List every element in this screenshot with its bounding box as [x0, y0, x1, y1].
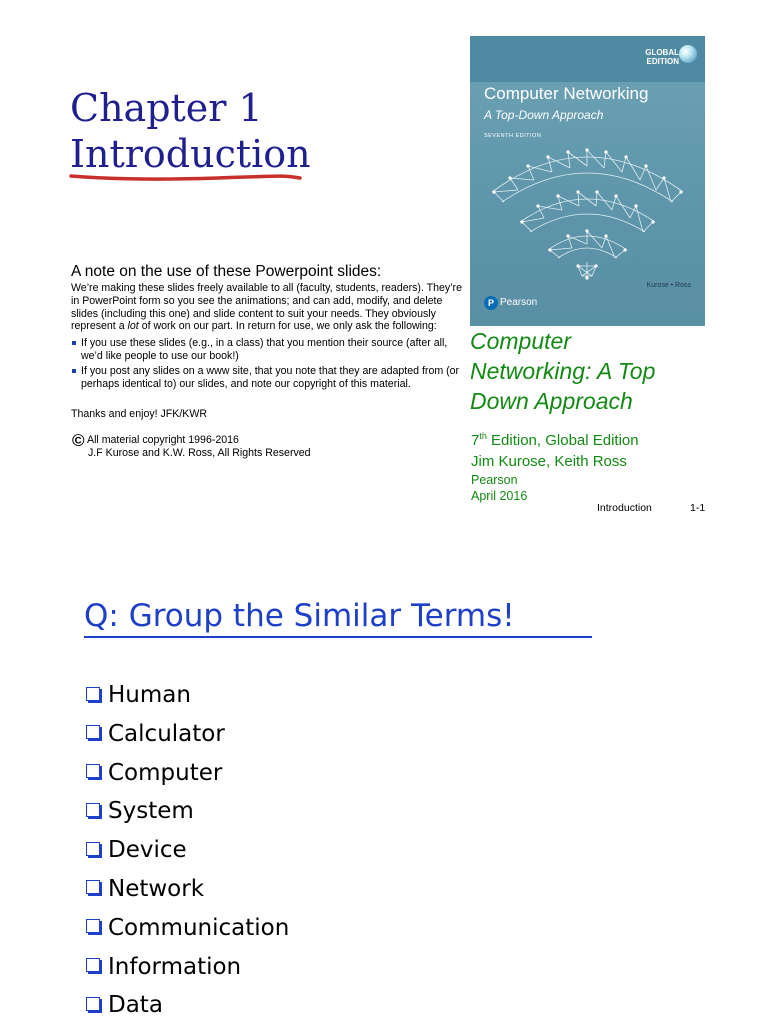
square-bullet-icon — [72, 341, 76, 345]
term-text: Information — [108, 953, 242, 980]
square-bullet-icon — [86, 842, 100, 856]
cover-edition-badge — [645, 48, 679, 66]
term-item — [86, 870, 289, 909]
slide-question-title: Q: Group the Similar Terms! — [84, 598, 515, 634]
note-body — [71, 282, 466, 333]
copyright-notice — [71, 431, 466, 460]
square-bullet-icon — [72, 369, 76, 373]
title-line-2: Introduction — [70, 132, 311, 176]
title-line-1: Chapter 1 — [70, 86, 263, 130]
book-title-line: Down Approach — [470, 388, 633, 414]
thanks-text: Thanks and enjoy! JFK/KWR — [71, 408, 208, 421]
title-underline-stroke — [68, 168, 304, 184]
slide-group-terms — [0, 548, 768, 1024]
footer-section-label: Introduction — [597, 502, 652, 514]
note-body-part2: of work on our part. In return for use, we only ask the following: — [138, 320, 437, 333]
note-bullet-list — [71, 337, 466, 390]
term-text: Computer — [108, 759, 223, 786]
footer-page-number: 1-1 — [690, 502, 706, 514]
square-bullet-icon — [86, 880, 100, 894]
term-item — [86, 715, 289, 754]
term-item — [86, 831, 289, 870]
term-item — [86, 909, 289, 948]
note-bullet-text: If you use these slides (e.g., in a class) that you mention their source (after all, we’d like people to use our book!) — [81, 337, 448, 362]
book-title-line: Networking: A Top — [470, 358, 656, 384]
edition-suffix: th — [479, 431, 487, 441]
edition-number: 7 — [471, 432, 480, 449]
pearson-logo-icon: P — [484, 296, 498, 310]
terms-list — [86, 676, 289, 1025]
publisher-logo — [484, 294, 537, 312]
wifi-signal-icon — [480, 140, 695, 280]
usage-note — [71, 263, 466, 460]
term-item — [86, 754, 289, 793]
square-bullet-icon — [86, 764, 100, 778]
copyright-line-2: J.F Kurose and K.W. Ross, All Rights Reserved — [88, 447, 311, 460]
note-bullet-text: If you post any slides on a www site, that you note that they are adapted from (or perhaps identical to) our slides, and note our copyright of this material. — [81, 364, 460, 390]
term-item — [86, 986, 289, 1025]
square-bullet-icon — [86, 919, 100, 933]
term-text: Calculator — [108, 720, 225, 747]
term-item — [86, 948, 289, 987]
note-body-part1: We’re making these slides freely available to all (faculty, students, readers). They’re in PowerPoint form so you see the animations; and can add, modify, and delete slides (including this one) and slide content to suit your needs. They obviously represent a — [71, 282, 462, 333]
note-body-italic: lot — [127, 320, 139, 333]
term-text: System — [108, 798, 194, 825]
note-heading: A note on the use of these Powerpoint slides: — [71, 263, 382, 280]
slide-title — [70, 85, 311, 177]
term-text: Device — [108, 837, 187, 864]
term-text: Data — [108, 992, 163, 1019]
book-date: April 2016 — [471, 489, 528, 503]
cover-authors: Kurose • Ross — [646, 282, 691, 289]
book-cover-image — [470, 36, 705, 326]
cover-title: Computer Networking — [484, 84, 649, 103]
book-info — [471, 426, 639, 504]
term-item — [86, 676, 289, 715]
note-bullet-item — [71, 365, 466, 391]
title-underline-rule — [84, 636, 592, 638]
copyright-icon: © — [72, 431, 85, 451]
square-bullet-icon — [86, 997, 100, 1011]
cover-edition-label: SEVENTH EDITION — [484, 133, 542, 139]
square-bullet-icon — [86, 725, 100, 739]
book-authors: Jim Kurose, Keith Ross — [471, 453, 627, 470]
edition-rest: Edition, Global Edition — [486, 432, 639, 449]
square-bullet-icon — [86, 687, 100, 701]
book-edition — [471, 426, 639, 451]
term-text: Human — [108, 682, 191, 708]
badge-line-2: EDITION — [646, 57, 679, 66]
note-bullet-item — [71, 337, 466, 363]
term-item — [86, 792, 289, 831]
badge-line-1: GLOBAL — [645, 48, 679, 57]
term-text: Network — [108, 875, 205, 902]
book-title — [470, 326, 655, 416]
square-bullet-icon — [86, 803, 100, 817]
copyright-line-1: All material copyright 1996-2016 — [87, 434, 239, 447]
cover-subtitle: A Top-Down Approach — [484, 108, 604, 122]
cover-publisher-name: Pearson — [500, 297, 538, 309]
book-publisher: Pearson — [471, 473, 518, 487]
term-text: Communication — [108, 914, 290, 941]
globe-icon — [679, 45, 697, 63]
book-title-line: Computer — [470, 328, 571, 354]
square-bullet-icon — [86, 958, 100, 972]
